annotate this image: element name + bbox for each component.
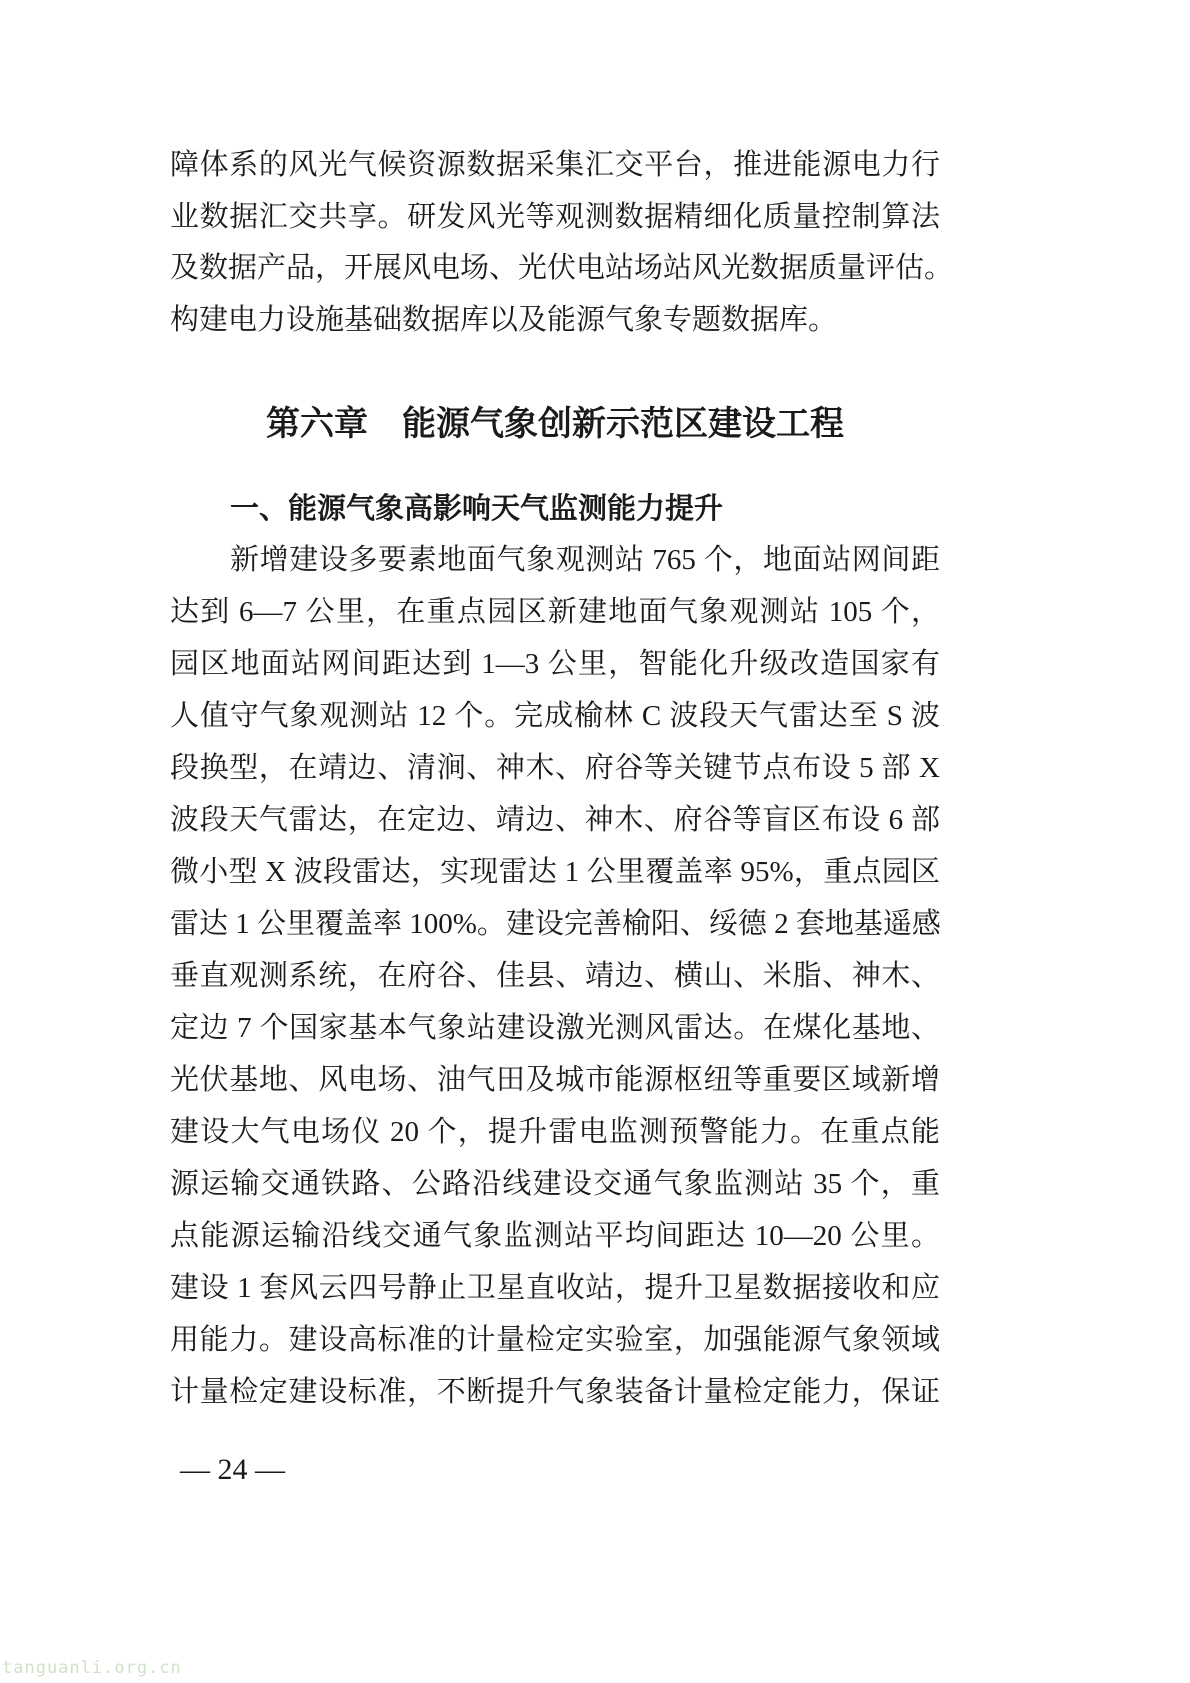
- text-line: 构建电力设施基础数据库以及能源气象专题数据库。: [170, 304, 838, 336]
- text-line: 雷达 1 公里覆盖率 100%。建设完善榆阳、绥德 2 套地基遥感: [170, 908, 941, 940]
- text-line: 建设大气电场仪 20 个，提升雷电监测预警能力。在重点能: [170, 1116, 940, 1148]
- text-line: 光伏基地、风电场、油气田及城市能源枢纽等重要区域新增: [170, 1064, 940, 1096]
- text-line: 建设 1 套风云四号静止卫星直收站，提升卫星数据接收和应: [170, 1272, 940, 1304]
- chapter-number: 第六章: [266, 406, 368, 443]
- text-line: 及数据产品，开展风电场、光伏电站场站风光数据质量评估。: [170, 252, 954, 284]
- text-line: 达到 6—7 公里，在重点园区新建地面气象观测站 105 个，: [170, 596, 940, 628]
- text-line: 段换型，在靖边、清涧、神木、府谷等关键节点布设 5 部 X: [170, 752, 940, 784]
- text-line: 园区地面站网间距达到 1—3 公里，智能化升级改造国家有: [170, 648, 940, 680]
- text-line: 新增建设多要素地面气象观测站 765 个，地面站网间距: [230, 544, 940, 576]
- page-number: — 24 —: [180, 1453, 285, 1486]
- text-line: 计量检定建设标准，不断提升气象装备计量检定能力，保证: [170, 1376, 940, 1408]
- text-line: 用能力。建设高标准的计量检定实验室，加强能源气象领域: [170, 1324, 940, 1356]
- text-line: 定边 7 个国家基本气象站建设激光测风雷达。在煤化基地、: [170, 1012, 940, 1044]
- chapter-heading: [0, 402, 1110, 448]
- text-line: 业数据汇交共享。研发风光等观测数据精细化质量控制算法: [170, 201, 940, 233]
- text-line: 波段天气雷达，在定边、靖边、神木、府谷等盲区布设 6 部: [170, 804, 940, 836]
- text-line: 人值守气象观测站 12 个。完成榆林 C 波段天气雷达至 S 波: [170, 700, 940, 732]
- section-heading: 一、能源气象高影响天气监测能力提升: [230, 491, 724, 525]
- text-line: 点能源运输沿线交通气象监测站平均间距达 10—20 公里。: [170, 1220, 940, 1252]
- text-line: 垂直观测系统，在府谷、佳县、靖边、横山、米脂、神木、: [170, 960, 940, 992]
- text-line: 微小型 X 波段雷达，实现雷达 1 公里覆盖率 95%，重点园区: [170, 856, 940, 888]
- chapter-title: 能源气象创新示范区建设工程: [402, 406, 844, 443]
- text-line: 源运输交通铁路、公路沿线建设交通气象监测站 35 个，重: [170, 1168, 940, 1200]
- watermark: tanguanli.org.cn: [2, 1658, 182, 1678]
- text-line: 障体系的风光气候资源数据采集汇交平台，推进能源电力行: [170, 149, 940, 181]
